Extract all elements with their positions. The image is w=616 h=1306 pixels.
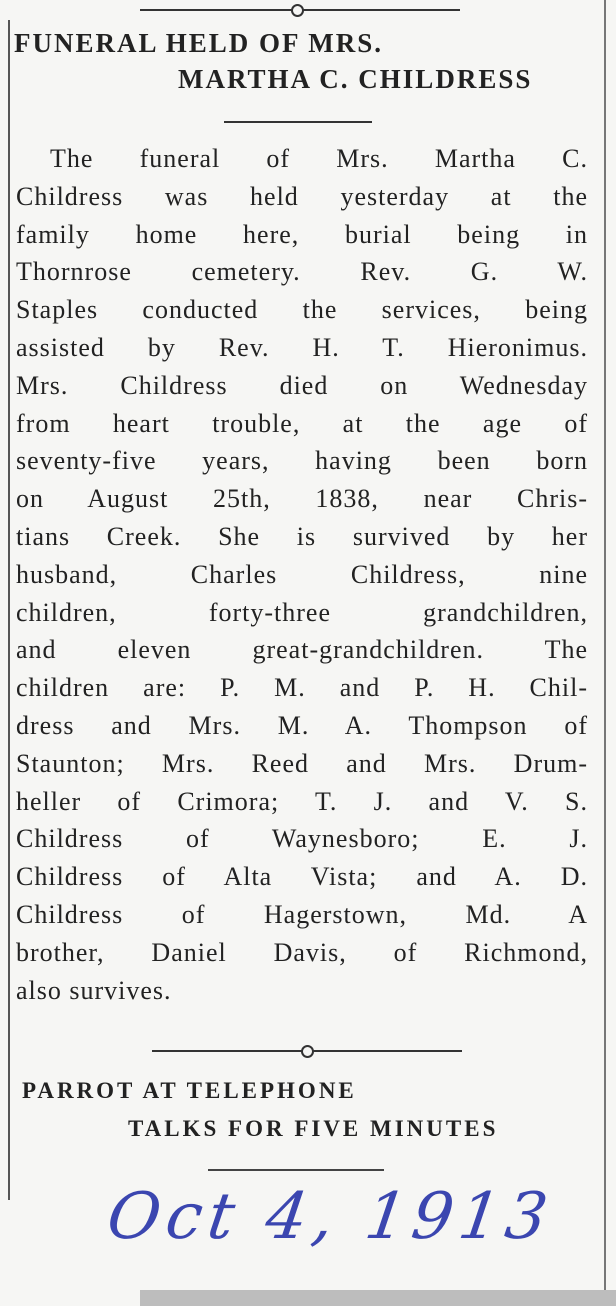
article-body-line: assisted by Rev. H. T. Hieronimus. — [16, 332, 588, 362]
handwritten-date: Oct 4, 1913 — [102, 1180, 558, 1254]
next-headline-line-1: PARROT AT TELEPHONE — [22, 1078, 357, 1103]
article-body-line: tians Creek. She is survived by her — [16, 521, 588, 551]
article-body-line: also survives. — [16, 975, 172, 1005]
article-body-line: heller of Crimora; T. J. and V. S. — [16, 786, 588, 816]
headline-line-2: MARTHA C. CHILDRESS — [178, 64, 533, 94]
article-body-line: Childress of Waynesboro; E. J. — [16, 824, 588, 854]
article-body-line: Mrs. Childress died on Wednesday — [16, 370, 588, 400]
top-divider-ornament — [291, 4, 304, 17]
article-body-line: on August 25th, 1838, near Chris- — [16, 484, 588, 514]
article-body-line: The funeral of Mrs. Martha C. — [50, 144, 588, 173]
article-body-line: children, forty-three grandchildren, — [16, 597, 588, 627]
headline-underline-rule — [224, 121, 372, 123]
article-body-line: brother, Daniel Davis, of Richmond, — [16, 937, 588, 967]
article-body-line: Staples conducted the services, being — [16, 295, 588, 325]
article-body-line: and eleven great-grandchildren. The — [16, 635, 588, 665]
next-headline-line-2: TALKS FOR FIVE MINUTES — [128, 1116, 499, 1141]
article-body-line: dress and Mrs. M. A. Thompson of — [16, 710, 588, 740]
article-body-line: husband, Charles Childress, nine — [16, 559, 588, 589]
article-body-line: from heart trouble, at the age of — [16, 408, 588, 438]
headline-line-1: FUNERAL HELD OF MRS. — [14, 28, 384, 58]
bottom-divider-rule — [208, 1169, 384, 1171]
bottom-scan-strip — [140, 1290, 616, 1306]
mid-divider-ornament — [301, 1045, 314, 1058]
article-body-line: Childress was held yesterday at the — [16, 181, 588, 211]
article-body-line: seventy-five years, having been born — [16, 446, 588, 476]
article-body-line: Childress of Hagerstown, Md. A — [16, 899, 588, 929]
article-body-line: children are: P. M. and P. H. Chil- — [16, 673, 588, 703]
clipping-left-border — [8, 20, 10, 1200]
article-body-line: Thornrose cemetery. Rev. G. W. — [16, 257, 588, 287]
article-body-line: Childress of Alta Vista; and A. D. — [16, 862, 588, 892]
clipping-right-border — [604, 0, 606, 1300]
article-body-line: Staunton; Mrs. Reed and Mrs. Drum- — [16, 748, 588, 778]
article-body — [16, 140, 588, 1009]
article-body-line: family home here, burial being in — [16, 219, 588, 249]
